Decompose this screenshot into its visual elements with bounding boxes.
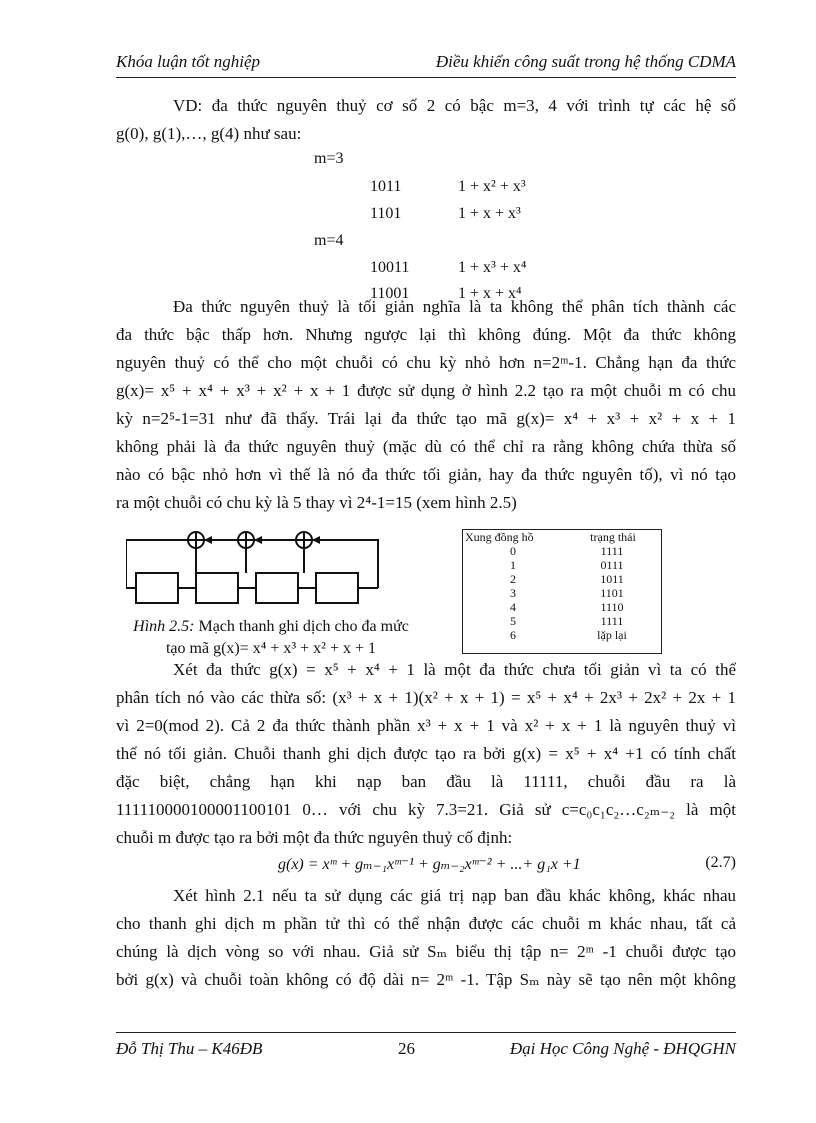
page-content bbox=[116, 92, 736, 994]
para3-line-3: chúng là dịch vòng so với nhau. Giả sử Sₘ biểu thị tập n= 2ᵐ -1 chuỗi được tạo bbox=[116, 942, 736, 961]
state-cell: 1111 bbox=[600, 614, 624, 628]
para2-line-2: phân tích nó vào các thừa số: (x³ + x + 1)(x² + x + 1) = x⁵ + x⁴ + 2x³ + 2x² + 2x + 1 bbox=[116, 688, 736, 707]
m3-code-2: 1101 bbox=[370, 205, 402, 222]
caption-label: Hình 2.5: bbox=[133, 618, 195, 635]
m3-label: m=3 bbox=[314, 150, 344, 167]
m4-poly-2: 1 + x + x⁴ bbox=[458, 285, 522, 302]
para1-line-6: không phải là đa thức nguyên thuỷ (mặc dù có thể chỉ ra rằng không chứa thừa số bbox=[116, 437, 736, 456]
page-number: 26 bbox=[398, 1039, 415, 1058]
state-cell: 1011 bbox=[600, 572, 624, 586]
m4-poly-1: 1 + x³ + x⁴ bbox=[458, 259, 527, 276]
table-row bbox=[463, 614, 661, 628]
para1-line-8: ra một chuỗi có chu kỳ là 5 thay vì 2⁴-1=15 (xem hình 2.5) bbox=[116, 493, 517, 512]
para1-line-3: nguyên thuỷ có thể cho một chuỗi có chu kỳ nhỏ hơn n=2ᵐ-1. Chẳng hạn đa thức bbox=[116, 353, 736, 372]
m4-code-1: 10011 bbox=[370, 259, 410, 276]
state-table bbox=[462, 529, 662, 654]
header-left: Khóa luận tốt nghiệp bbox=[116, 52, 261, 71]
state-cell: 1111 bbox=[600, 544, 624, 558]
para1-line-7: nào có bậc nhỏ hơn vì thế là nó đa thức tối giản, hay đa thức nguyên tố), vì nó tạo bbox=[116, 465, 736, 484]
shift-register-diagram bbox=[126, 525, 446, 615]
pulse-cell: 4 bbox=[510, 600, 516, 614]
table-row bbox=[463, 600, 661, 614]
equation-number: (2.7) bbox=[705, 854, 736, 871]
m3-code-1: 1011 bbox=[370, 178, 402, 195]
table-row bbox=[463, 544, 661, 558]
caption-line-2: tạo mã g(x)= x⁴ + x³ + x² + x + 1 bbox=[165, 640, 377, 657]
equation-text: g(x) = xᵐ + gₘ₋₁xᵐ⁻¹ + gₘ₋₂xᵐ⁻² + ...+ g₁x +1 bbox=[278, 856, 581, 873]
para2-line-3: vì 2=0(mod 2). Cả 2 đa thức thành phần x³ + x + 1 và x² + x + 1 là nguyên thuỷ vì bbox=[116, 716, 736, 735]
equation-2-7 bbox=[116, 852, 736, 882]
polynomial-examples bbox=[116, 148, 736, 302]
footer-university: Đại Học Công Nghệ - ĐHQGHN bbox=[509, 1039, 736, 1058]
state-cell: lặp lại bbox=[597, 628, 627, 642]
para2-line-1: Xét đa thức g(x) = x⁵ + x⁴ + 1 là một đa thức chưa tối giản vì ta có thể bbox=[173, 660, 736, 679]
para1-line-1: Đa thức nguyên thuỷ là tối giản nghĩa là ta không thể phân tích thành các bbox=[173, 297, 736, 316]
para1-line-5: kỳ n=2⁵-1=31 như đã thấy. Trái lại đa thức tạo mã g(x)= x⁴ + x³ + x² + x + 1 bbox=[116, 409, 736, 428]
page-header bbox=[116, 52, 736, 78]
pulse-cell: 6 bbox=[510, 628, 516, 642]
header-state: trạng thái bbox=[590, 530, 636, 544]
table-row bbox=[463, 628, 661, 642]
header-right: Điều khiển công suất trong hệ thống CDMA bbox=[435, 52, 736, 71]
state-cell: 1110 bbox=[600, 600, 624, 614]
para1-line-2: đa thức bậc thấp hơn. Nhưng ngược lại thì không đúng. Một đa thức không bbox=[116, 325, 736, 344]
caption-text: Mạch thanh ghi dịch cho đa mức bbox=[194, 618, 409, 635]
para2-line-4: thế nó tối giản. Chuỗi thanh ghi dịch được tạo ra bởi g(x) = x⁵ + x⁴ +1 có tính chất bbox=[116, 744, 736, 763]
intro-line-2: g(0), g(1),…, g(4) như sau: bbox=[116, 124, 302, 143]
figure-caption bbox=[116, 616, 426, 660]
para3-line-4: bởi g(x) và chuỗi toàn không có độ dài n= 2ᵐ -1. Tập Sₘ này sẽ tạo nên một không bbox=[116, 970, 736, 989]
para2-line-6: 111110000100001100101 0… với chu kỳ 7.3=21. Giả sử c=c₀c₁c₂…c₂ₘ₋₂ là một bbox=[116, 800, 736, 819]
m3-poly-1: 1 + x² + x³ bbox=[458, 178, 526, 195]
m3-poly-2: 1 + x + x³ bbox=[458, 205, 521, 222]
table-row bbox=[463, 586, 661, 600]
m4-label: m=4 bbox=[314, 232, 344, 249]
header-pulse: Xung đồng hồ bbox=[465, 530, 534, 544]
state-cell: 0111 bbox=[600, 558, 624, 572]
pulse-cell: 5 bbox=[510, 614, 516, 628]
pulse-cell: 3 bbox=[510, 586, 516, 600]
pulse-cell: 0 bbox=[510, 544, 516, 558]
page-footer bbox=[116, 1032, 736, 1059]
intro-line-1: VD: đa thức nguyên thuỷ cơ số 2 có bậc m=3, 4 với trình tự các hệ số bbox=[173, 96, 736, 115]
table-header bbox=[463, 530, 661, 544]
figure-2-5 bbox=[116, 521, 736, 656]
para2-line-5: đặc biệt, chẳng hạn khi nạp ban đầu là 11111, chuỗi đầu ra là bbox=[116, 772, 736, 791]
table-row bbox=[463, 572, 661, 586]
footer-author: Đỗ Thị Thu – K46ĐB bbox=[116, 1039, 263, 1058]
table-row bbox=[463, 558, 661, 572]
pulse-cell: 1 bbox=[510, 558, 516, 572]
state-cell: 1101 bbox=[600, 586, 624, 600]
pulse-cell: 2 bbox=[510, 572, 516, 586]
para3-line-2: cho thanh ghi dịch m phần tử thì có thể nhận được các chuỗi m khác nhau, tất cả bbox=[116, 914, 736, 933]
para1-line-4: g(x)= x⁵ + x⁴ + x³ + x² + x + 1 được sử dụng ở hình 2.2 tạo ra một chuỗi m có chu bbox=[116, 381, 736, 400]
para3-line-1: Xét hình 2.1 nếu ta sử dụng các giá trị nạp ban đầu khác không, khác nhau bbox=[173, 886, 736, 905]
para2-line-7: chuỗi m được tạo ra bởi một đa thức nguyên thuỷ cố định: bbox=[116, 828, 513, 847]
m4-code-2: 11001 bbox=[370, 285, 410, 302]
